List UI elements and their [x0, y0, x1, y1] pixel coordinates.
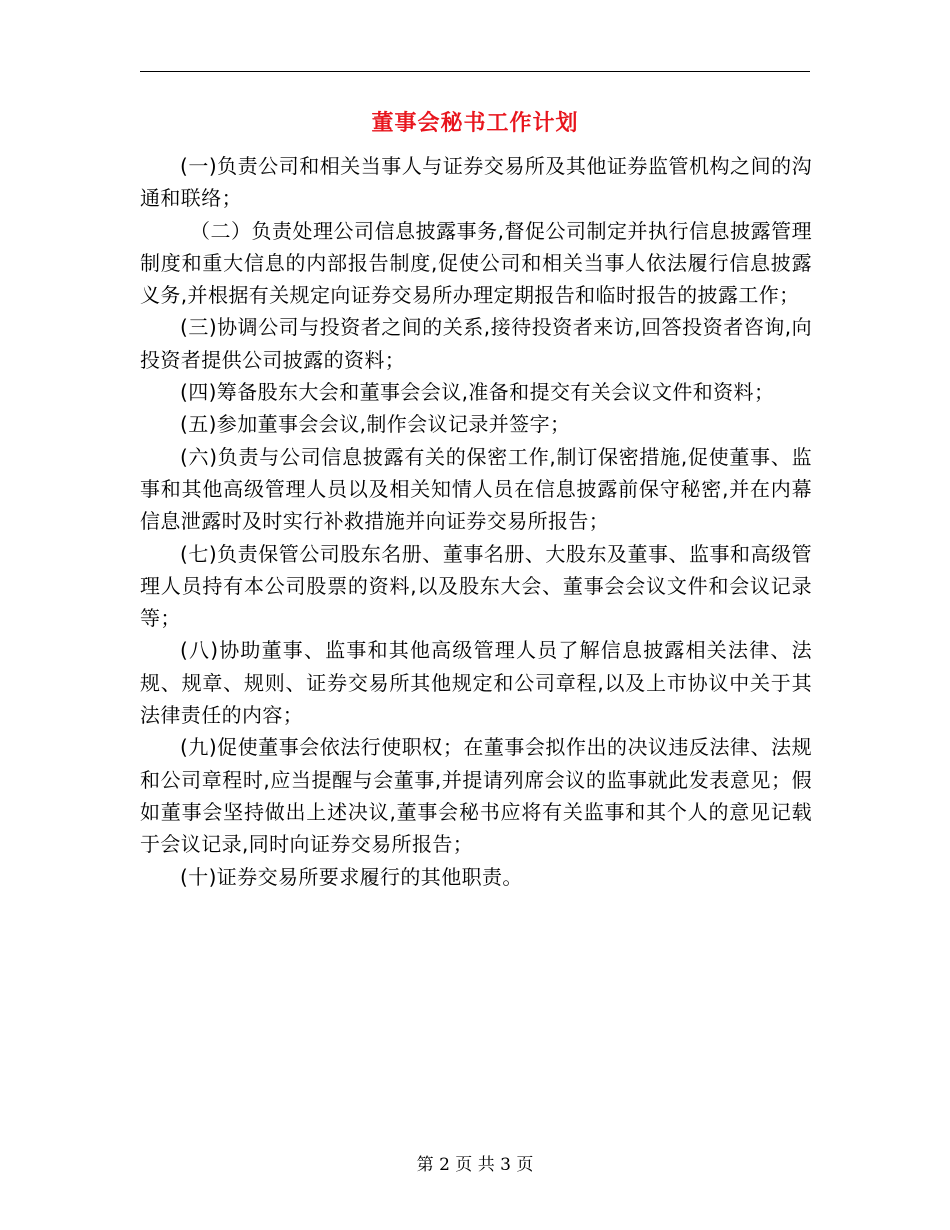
paragraph-4: (四)筹备股东大会和董事会会议,准备和提交有关会议文件和资料；	[180, 380, 775, 405]
paragraph-9: (九)促使董事会依法行使职权；在董事会拟作出的决议违反法律、法规和公司章程时,应当提醒与会董事,并提请列席会议的监事就此发表意见；假如董事会坚持做出上述决议,董事会秘书应将有关监事和其个人的意见记载于会议记录,同时向证券交易所报告；	[140, 735, 812, 857]
document-title: 董事会秘书工作计划	[371, 111, 579, 136]
paragraph-2: （二）负责处理公司信息披露事务,督促公司制定并执行信息披露管理制度和重大信息的内部报告制度,促使公司和相关当事人依法履行信息披露义务,并根据有关规定向证券交易所办理定期报告和临时报告的披露工作；	[140, 218, 812, 308]
paragraph-6: (六)负责与公司信息披露有关的保密工作,制订保密措施,促使董事、监事和其他高级管理人员以及相关知情人员在信息披露前保守秘密,并在内幕信息泄露时及时实行补救措施并向证券交易所报告；	[140, 444, 812, 534]
paragraph-10: (十)证券交易所要求履行的其他职责。	[180, 864, 523, 889]
document-body	[140, 150, 812, 893]
paragraph-8: (八)协助董事、监事和其他高级管理人员了解信息披露相关法律、法规、规章、规则、证券交易所其他规定和公司章程,以及上市协议中关于其法律责任的内容；	[140, 638, 812, 728]
paragraph-1: (一)负责公司和相关当事人与证券交易所及其他证券监管机构之间的沟通和联络；	[140, 154, 812, 211]
header-rule	[140, 71, 810, 72]
paragraph-5: (五)参加董事会会议,制作会议记录并签字；	[180, 412, 571, 437]
page-number-footer: 第 2 页 共 3 页	[416, 1155, 534, 1175]
paragraph-3: (三)协调公司与投资者之间的关系,接待投资者来访,回答投资者咨询,向投资者提供公司披露的资料；	[140, 315, 812, 372]
paragraph-7: (七)负责保管公司股东名册、董事名册、大股东及董事、监事和高级管理人员持有本公司股票的资料,以及股东大会、董事会会议文件和会议记录等；	[140, 541, 812, 631]
